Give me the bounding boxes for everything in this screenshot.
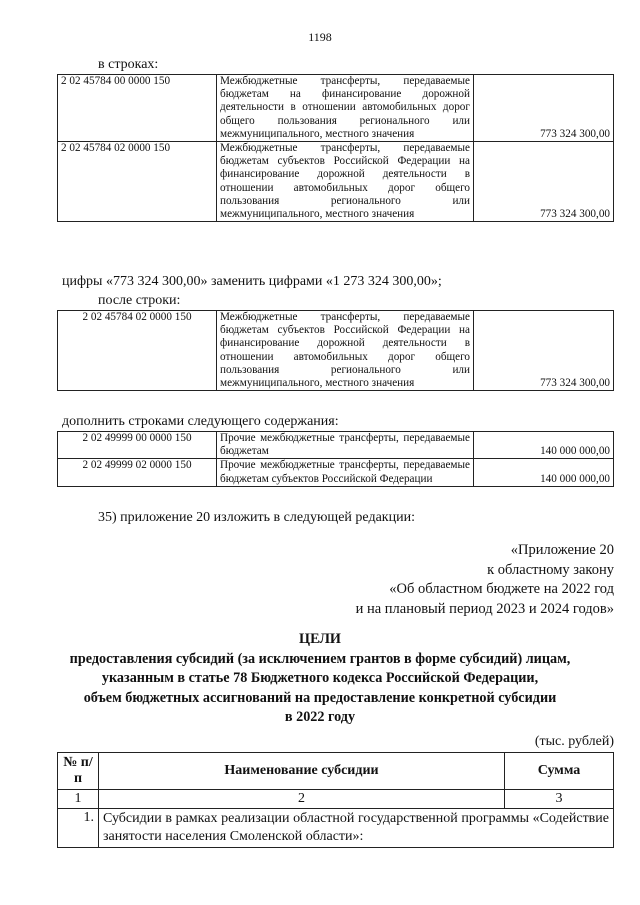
- budget-code: 2 02 45784 02 0000 150: [58, 142, 217, 222]
- column-number-row: [58, 790, 614, 809]
- appendix-header: [356, 541, 614, 619]
- table-after-row: [57, 310, 614, 391]
- budget-amount: 140 000 000,00: [474, 459, 614, 486]
- title-line: ЦЕЛИ: [299, 631, 341, 647]
- table-row: [58, 459, 614, 486]
- appendix-line: и на плановый период 2023 и 2024 годов»: [355, 600, 614, 617]
- page-number: 1198: [308, 30, 332, 44]
- appendix-line: «Об областном бюджете на 2022 год: [389, 581, 614, 597]
- budget-amount: 140 000 000,00: [474, 432, 614, 459]
- title-line: в 2022 году: [284, 709, 356, 725]
- column-number: 1: [58, 790, 99, 809]
- column-number: 2: [99, 790, 505, 809]
- row-number: 1.: [58, 809, 99, 848]
- in-rows-label: в строках:: [98, 57, 159, 72]
- budget-code: 2 02 49999 02 0000 150: [58, 459, 217, 486]
- table-added-rows: [57, 431, 614, 487]
- units-label: (тыс. рублей): [534, 734, 614, 749]
- title-line: указанным в статье 78 Бюджетного кодекса Российской Федерации,: [101, 670, 539, 686]
- budget-description: Прочие межбюджетные трансферты, передаваемые бюджетам: [217, 432, 474, 459]
- table-row: [58, 432, 614, 459]
- table-row: [58, 809, 614, 848]
- table-row: [58, 75, 614, 142]
- budget-description: Межбюджетные трансферты, передаваемые бюджетам субъектов Российской Федерации на финансирование дорожной деятельности в отношении автомобильных дорог общего пользования регионального или межмуниципального, местного значения: [217, 142, 474, 222]
- budget-amount: 773 324 300,00: [474, 311, 614, 391]
- appendix-line: «Приложение 20: [510, 542, 614, 558]
- budget-description: Прочие межбюджетные трансферты, передаваемые бюджетам субъектов Российской Федерации: [217, 459, 474, 486]
- table-row: [58, 311, 614, 391]
- table-in-rows: [57, 74, 614, 222]
- after-row-label: после строки:: [98, 293, 181, 308]
- item-35-text: 35) приложение 20 изложить в следующей редакции:: [98, 510, 415, 525]
- budget-amount: 773 324 300,00: [474, 142, 614, 222]
- header-name: Наименование субсидии: [99, 753, 505, 790]
- header-num: № п/п: [58, 753, 99, 790]
- table-header-row: [58, 753, 614, 790]
- title-line: объем бюджетных ассигнований на предоставление конкретной субсидии: [83, 689, 557, 706]
- budget-code: 2 02 45784 02 0000 150: [58, 311, 217, 391]
- title-line: предоставления субсидий (за исключением грантов в форме субсидий) лицам,: [69, 650, 571, 667]
- add-rows-label: дополнить строками следующего содержания:: [62, 414, 339, 429]
- appendix-line: к областному закону: [487, 561, 614, 578]
- subsidy-description: Субсидии в рамках реализации областной государственной программы «Содействие занятости населения Смоленской области»:: [99, 809, 614, 848]
- column-number: 3: [505, 790, 614, 809]
- budget-description: Межбюджетные трансферты, передаваемые бюджетам субъектов Российской Федерации на финансирование дорожной деятельности в отношении автомобильных дорог общего пользования регионального или межмуниципального, местного значения: [217, 311, 474, 391]
- table-row: [58, 142, 614, 222]
- subsidy-table: [57, 752, 614, 848]
- header-sum: Сумма: [505, 753, 614, 790]
- budget-amount: 773 324 300,00: [474, 75, 614, 142]
- budget-code: 2 02 45784 00 0000 150: [58, 75, 217, 142]
- document-title: [0, 630, 640, 728]
- budget-description: Межбюджетные трансферты, передаваемые бюджетам на финансирование дорожной деятельности в отношении автомобильных дорог общего пользования регионального или межмуниципального, местного значения: [217, 75, 474, 142]
- replace-figures-text: цифры «773 324 300,00» заменить цифрами «1 273 324 300,00»;: [62, 274, 442, 289]
- budget-code: 2 02 49999 00 0000 150: [58, 432, 217, 459]
